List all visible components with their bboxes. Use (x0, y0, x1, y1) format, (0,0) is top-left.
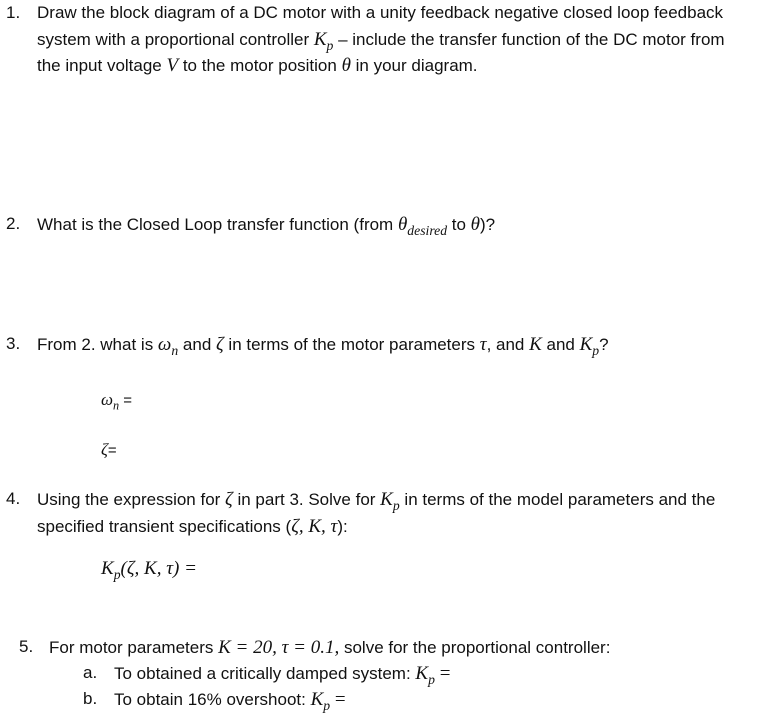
symbol-zeta: ζ (101, 440, 108, 459)
text: system with a proportional controller (37, 30, 314, 49)
text: and (178, 335, 216, 354)
equals: = (434, 663, 451, 684)
symbol-k: $K_p$ (313, 29, 334, 53)
text: To obtained a critically damped system: (114, 664, 416, 683)
symbol-v: V (166, 55, 179, 76)
text: in your diagram. (350, 56, 478, 75)
item-a-label: a. (83, 663, 98, 682)
symbol-theta: θ (470, 214, 481, 235)
symbol-kp: $K_p$ (101, 558, 121, 582)
symbol-theta: θ (341, 55, 351, 76)
omega-n-answer-line (101, 390, 133, 413)
symbol-omega-n: $\omega_n$ (101, 390, 120, 413)
kp-formula (101, 558, 197, 580)
equals: = (330, 689, 346, 710)
zeta-answer-line (101, 440, 117, 460)
item-b-text (114, 689, 346, 711)
text: ): (337, 517, 348, 536)
question-4-number: 4. (6, 489, 21, 508)
text: – include the transfer function of the DC motor from (333, 30, 725, 49)
text: = (107, 442, 117, 459)
text: From 2. what is (37, 335, 158, 354)
question-3-text (37, 334, 609, 356)
question-1-number: 1. (6, 3, 21, 22)
text: to the motor position (178, 56, 342, 75)
text: to (447, 215, 471, 234)
question-2-text (37, 214, 495, 236)
symbol-k: K (529, 334, 542, 355)
text: To obtain 16% overshoot: (114, 690, 311, 709)
question-5-number: 5. (19, 637, 34, 656)
symbol-zeta: ζ (216, 334, 224, 355)
symbol-zeta: ζ (225, 489, 233, 510)
text: ? (599, 335, 609, 354)
question-3-number: 3. (6, 334, 21, 353)
question-4-line-2 (37, 516, 348, 538)
text: = (119, 392, 133, 409)
symbol-tau: τ (479, 334, 487, 355)
item-b-label: b. (83, 689, 98, 708)
formula-args: (ζ, K, τ) = (120, 558, 197, 579)
item-a-text (114, 663, 450, 685)
text: Using the expression for (37, 490, 226, 509)
symbol-zeta-k-tau: ζ, K, τ (291, 516, 338, 537)
question-2-number: 2. (6, 214, 21, 233)
question-5-text (49, 637, 610, 659)
symbol-kp: $K_p$ (310, 689, 331, 713)
question-1-line-2 (37, 29, 725, 51)
text: solve for the proportional controller: (339, 638, 611, 657)
text: the input voltage (37, 56, 167, 75)
text: , and (486, 335, 530, 354)
text: For motor parameters (49, 638, 219, 657)
symbol-kp: $K_p$ (415, 663, 435, 687)
motor-parameters: K = 20, τ = 0.1, (218, 637, 340, 658)
text: and (541, 335, 580, 354)
symbol-kp: $K_p$ (380, 489, 400, 513)
text: )? (480, 215, 496, 234)
symbol-omega-n: $\omega_n$ (157, 334, 179, 358)
symbol-theta-desired: $\theta_{desired}$ (397, 214, 448, 238)
text: in terms of the model parameters and the (399, 490, 716, 509)
text: specified transient specifications ( (37, 517, 292, 536)
question-1-line-3 (37, 55, 478, 77)
text: in part 3. Solve for (232, 490, 381, 509)
question-1-line-1: Draw the block diagram of a DC motor with a unity feedback negative closed loop feedback (37, 3, 724, 22)
symbol-kp: $K_p$ (579, 334, 600, 358)
text: What is the Closed Loop transfer function (from (37, 215, 398, 234)
text: in terms of the motor parameters (223, 335, 480, 354)
question-4-line-1 (37, 489, 715, 511)
